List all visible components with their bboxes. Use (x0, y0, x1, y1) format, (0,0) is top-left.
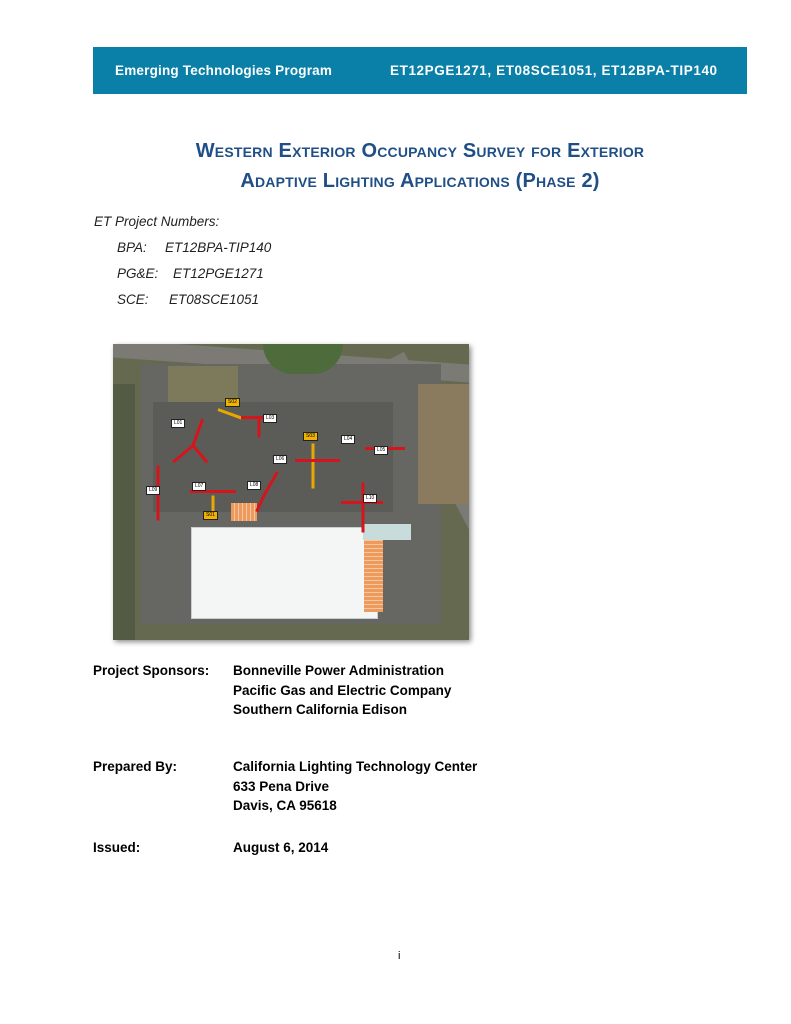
project-numbers-heading: ET Project Numbers: (94, 214, 220, 229)
map-marker: L03 (263, 414, 277, 423)
sponsors-list (233, 661, 451, 720)
map-marker: L10 (363, 494, 377, 503)
residential-strip (113, 384, 135, 640)
project-number-value: ET12PGE1271 (173, 266, 264, 281)
coverage-ray (312, 444, 315, 489)
map-marker: S01 (203, 511, 218, 520)
project-number-sce (94, 291, 271, 317)
project-codes: ET12PGE1271, ET08SCE1051, ET12BPA-TIP140 (390, 63, 718, 78)
project-number-label: PG&E: (117, 266, 159, 281)
map-marker: L09 (146, 486, 160, 495)
sponsors-label: Project Sponsors: (93, 663, 210, 678)
project-numbers (94, 213, 271, 317)
map-marker: L05 (374, 446, 388, 455)
project-number-pge (94, 265, 271, 291)
project-number-label: SCE: (117, 292, 149, 307)
map-marker: S02 (225, 398, 240, 407)
program-name: Emerging Technologies Program (115, 63, 333, 78)
map-marker: S03 (303, 432, 318, 441)
prepared-by-details (233, 757, 477, 816)
side-canopy (364, 540, 383, 612)
map-marker: L06 (273, 455, 287, 464)
map-marker: L07 (192, 482, 206, 491)
map-marker: L01 (171, 419, 185, 428)
project-number-label: BPA: (117, 240, 147, 255)
project-number-bpa (94, 239, 271, 265)
issued-label: Issued: (93, 840, 141, 855)
aerial-site-image (113, 344, 469, 640)
title-line-2: Adaptive Lighting Applications (Phase 2) (240, 170, 600, 192)
coverage-ray (295, 459, 340, 462)
title-line-1: Western Exterior Occupancy Survey for Exterior (195, 140, 645, 162)
map-marker: L04 (341, 435, 355, 444)
dry-field (418, 384, 469, 504)
coverage-ray (362, 483, 365, 533)
preparer-city: Davis, CA 95618 (233, 798, 337, 813)
sponsor-item: Southern California Edison (233, 702, 408, 717)
document-title (93, 136, 747, 196)
header-banner (93, 47, 747, 94)
store-roof (191, 527, 378, 619)
project-number-value: ET08SCE1051 (169, 292, 260, 307)
sponsor-item: Pacific Gas and Electric Company (233, 682, 452, 698)
preparer-address: 633 Pena Drive (233, 778, 330, 794)
preparer-name: California Lighting Technology Center (233, 759, 478, 774)
sponsor-item: Bonneville Power Administration (233, 663, 445, 678)
entrance-canopy (231, 503, 257, 521)
issued-date: August 6, 2014 (233, 840, 329, 855)
page-number: i (398, 950, 401, 962)
garden-center (363, 524, 411, 540)
project-number-value: ET12BPA-TIP140 (165, 240, 272, 255)
map-marker: L08 (247, 481, 261, 490)
coverage-ray (258, 418, 261, 438)
prepared-by-label: Prepared By: (93, 759, 178, 774)
